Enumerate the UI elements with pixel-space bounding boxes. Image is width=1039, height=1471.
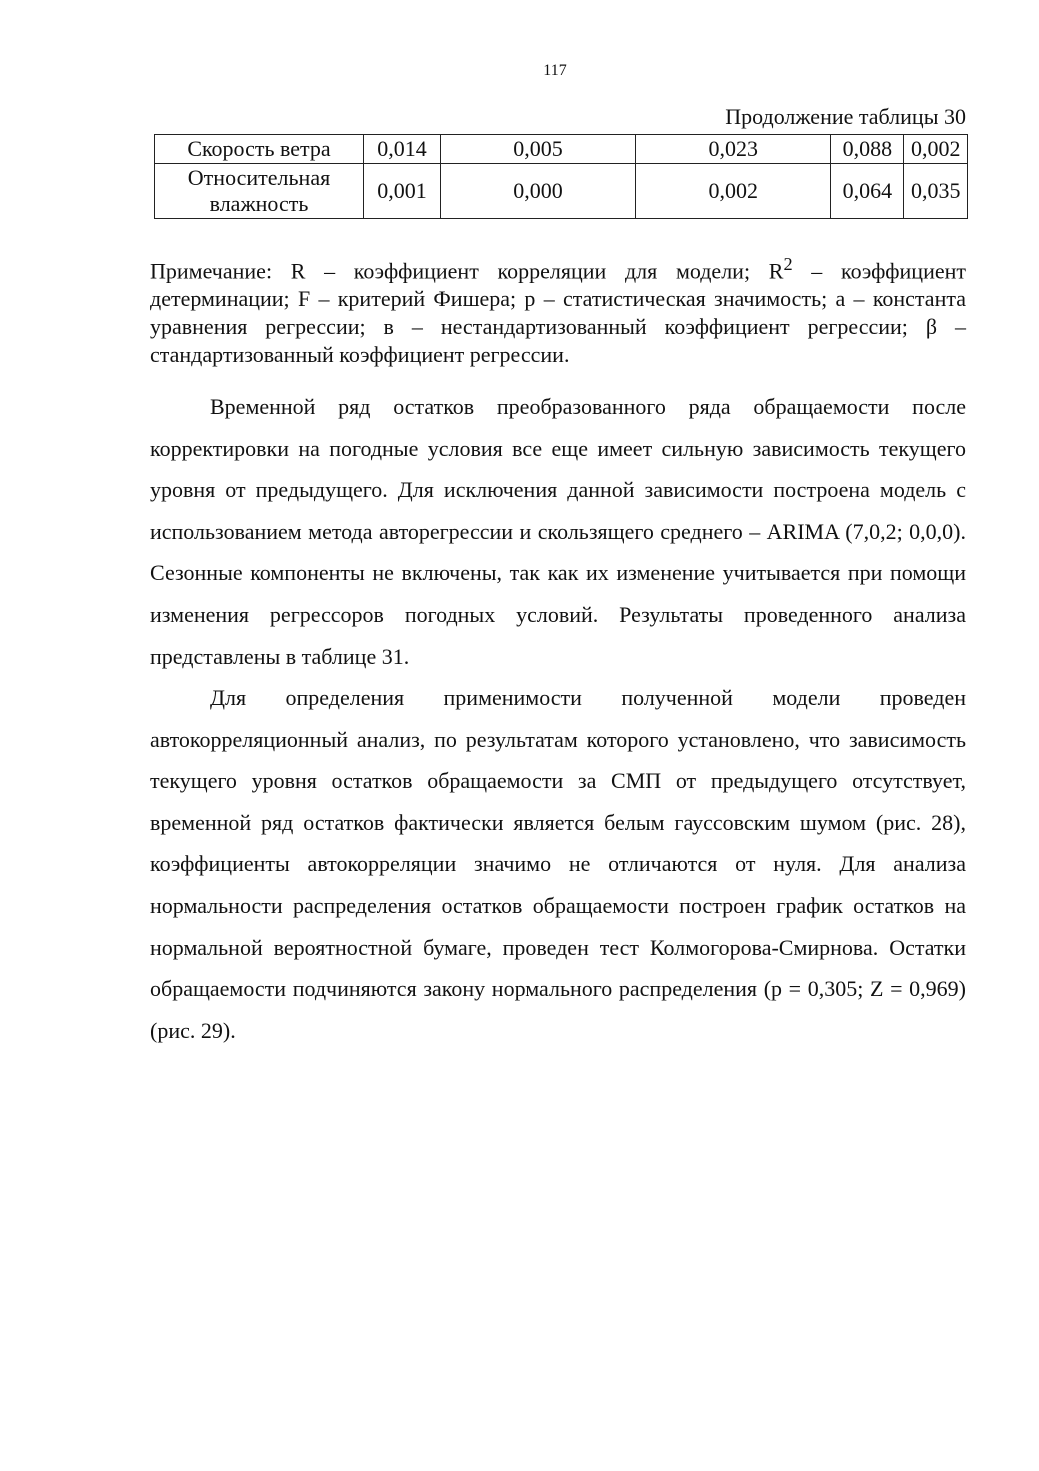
table-row [155, 164, 968, 219]
table-cell-label: Скорость ветра [155, 135, 364, 164]
table-cell: 0,000 [440, 164, 635, 219]
table-cell: 0,002 [636, 164, 831, 219]
note-superscript: 2 [783, 254, 793, 274]
data-table [154, 134, 968, 219]
table-cell: 0,002 [904, 135, 968, 164]
table-cell: 0,035 [904, 164, 968, 219]
body-paragraph: Временной ряд остатков преобразованного ряда обращаемости после корректировки на погодные условия все еще имеет сильную зависимость текущего уровня от предыдущего. Для исключения данной зависимости построена модель с использованием метода авторегрессии и скользящего среднего – ARIMA (7,0,2; 0,0,0). Сезонные компоненты не включены, так как их изменение учитывается при помощи изменения регрессоров погодных условий. Результаты проведенного анализа представлены в таблице 31. [150, 394, 966, 669]
table-caption: Продолжение таблицы 30 [725, 104, 966, 129]
table-cell: 0,088 [831, 135, 904, 164]
table-cell: 0,064 [831, 164, 904, 219]
table-cell: 0,001 [364, 164, 441, 219]
table-cell: 0,023 [636, 135, 831, 164]
table-cell: 0,014 [364, 135, 441, 164]
body-paragraph: Для определения применимости полученной модели проведен автокорреляционный анализ, по результатам которого установлено, что зависимость текущего уровня остатков обращаемости за СМП от предыдущего отсутствует, временной ряд остатков фактически является белым гауссовским шумом (рис. 28), коэффициенты автокорреляции значимо не отличаются от нуля. Для анализа нормальности распределения остатков обращаемости построен график остатков на нормальной вероятностной бумаге, проведен тест Колмогорова-Смирнова. Остатки обращаемости подчиняются закону нормального распределения (р = 0,305; Z = 0,969) (рис. 29). [150, 685, 966, 1043]
table-cell: 0,005 [440, 135, 635, 164]
page-number: 117 [543, 62, 567, 79]
table-row [155, 135, 968, 164]
note-text-start: Примечание: R – коэффициент корреляции для модели; R [150, 258, 784, 284]
note-text-end: – коэффициент детерминации; F – критерий Фишера; р – статистическая значимость; а – константа уравнения регрессии; в – нестандартизованный коэффициент регрессии; β – стандартизованный коэффициент регрессии. [150, 258, 967, 368]
table-note [150, 250, 966, 369]
table-cell-label: Относительная влажность [155, 164, 364, 219]
